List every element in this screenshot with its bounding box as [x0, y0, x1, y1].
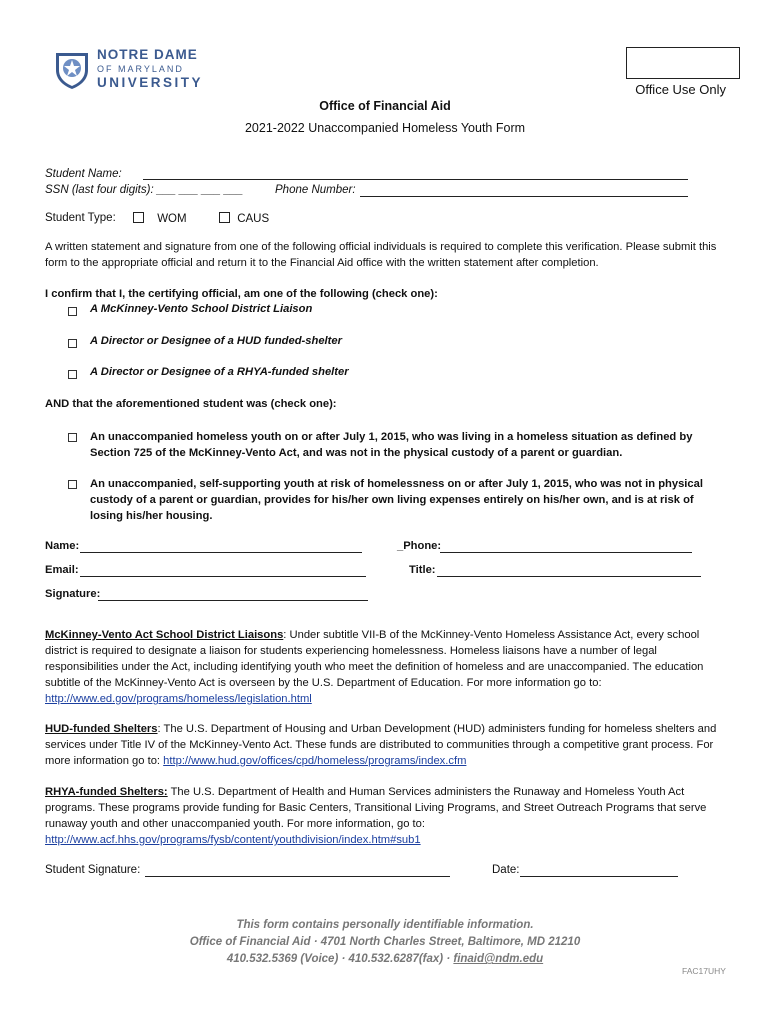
- student-type-caus[interactable]: [219, 212, 269, 225]
- official-phone-field[interactable]: [440, 552, 692, 553]
- official-signature-field[interactable]: [98, 600, 368, 601]
- ssn-field[interactable]: ___ ___ ___ ___: [156, 184, 244, 196]
- page-title: Office of Financial Aid: [319, 99, 451, 113]
- homeless-youth-option: An unaccompanied homeless youth on or after July 1, 2015, who was living in a homeless situation as defined by Section 725 of the McKinney-Vento Act, and was not in the physical custody of a parent or guardian.: [90, 431, 693, 459]
- official-email-field[interactable]: [80, 576, 366, 577]
- official-title-field[interactable]: [437, 576, 701, 577]
- rhya-link[interactable]: http://www.acf.hhs.gov/programs/fysb/content/youthdivision/index.htm#sub1: [45, 834, 421, 846]
- liaison-option: A McKinney-Vento School District Liaison: [90, 303, 313, 315]
- rhya-paragraph: [45, 784, 725, 848]
- logo-line-1: NOTRE DAME: [97, 47, 198, 62]
- intro-paragraph: A written statement and signature from one of the following official individuals is required to complete this verification. Please submit this form to the appropriate official and return it to the Financial Aid office with the written statement after completion.: [45, 241, 717, 269]
- hud-link[interactable]: http://www.hud.gov/offices/cpd/homeless/programs/index.cfm: [163, 755, 467, 767]
- university-seal-icon: [52, 50, 92, 90]
- rhya-checkbox[interactable]: [68, 370, 77, 379]
- caus-checkbox[interactable]: [219, 212, 230, 223]
- rhya-heading: RHYA-funded Shelters:: [45, 786, 168, 798]
- ssn-label: [45, 184, 243, 196]
- student-signature-label: Student Signature:: [45, 864, 141, 876]
- official-title-label: Title:: [409, 564, 436, 576]
- wom-checkbox[interactable]: [133, 212, 144, 223]
- hud-heading: HUD-funded Shelters: [45, 723, 158, 735]
- phone-number-label: Phone Number:: [275, 184, 356, 196]
- hud-paragraph: [45, 721, 725, 769]
- form-subtitle: 2021-2022 Unaccompanied Homeless Youth Form: [244, 121, 526, 135]
- footer-email-link[interactable]: finaid@ndm.edu: [453, 953, 544, 965]
- office-use-label: Office Use Only: [635, 82, 726, 97]
- student-type-label: Student Type:: [45, 212, 116, 224]
- date-label: Date:: [492, 864, 520, 876]
- student-signature-field[interactable]: [145, 876, 450, 877]
- hud-checkbox[interactable]: [68, 339, 77, 348]
- wom-label: WOM: [157, 213, 187, 225]
- logo-line-3: UNIVERSITY: [97, 74, 204, 90]
- at-risk-youth-checkbox[interactable]: [68, 480, 77, 489]
- student-status-heading: AND that the aforementioned student was (check one):: [45, 398, 337, 410]
- official-phone-label: _Phone:: [397, 540, 442, 552]
- homeless-youth-checkbox[interactable]: [68, 433, 77, 442]
- footer-notice: This form contains personally identifiable information.: [236, 919, 534, 931]
- university-logo: [97, 48, 203, 89]
- official-name-field[interactable]: [80, 552, 362, 553]
- hud-option: A Director or Designee of a HUD funded-shelter: [90, 335, 342, 347]
- date-field[interactable]: [520, 876, 678, 877]
- confirm-heading: I confirm that I, the certifying official, am one of the following (check one):: [45, 288, 438, 300]
- logo-line-2: OF MARYLAND: [97, 63, 184, 74]
- form-code: FAC17UHY: [682, 966, 726, 976]
- office-use-box: [626, 47, 740, 79]
- student-name-field[interactable]: [143, 179, 688, 180]
- footer-address: Office of Financial Aid · 4701 North Charles Street, Baltimore, MD 21210: [189, 936, 581, 948]
- student-type-wom[interactable]: [133, 212, 187, 225]
- caus-label: CAUS: [237, 213, 270, 225]
- hud-text: : The U.S. Department of Housing and Urban Development (HUD) administers funding for homeless shelters and services under Title IV of the McKinney-Vento Act. These funds are distributed to communities through a competitive grant process. For more information go to:: [45, 723, 717, 767]
- mckinney-vento-heading: McKinney-Vento Act School District Liaisons: [45, 629, 284, 641]
- rhya-text: The U.S. Department of Health and Human Services administers the Runaway and Homeless Youth Act programs. These programs provide funding for Basic Centers, Transitional Living Programs, and Street Outreach Programs that serve runaway youth and other unaccompanied youth. For more information, go to:: [45, 786, 707, 830]
- rhya-option: A Director or Designee of a RHYA-funded shelter: [90, 366, 349, 378]
- official-signature-label: Signature:: [45, 588, 101, 600]
- mckinney-vento-text: : Under subtitle VII-B of the McKinney-Vento Homeless Assistance Act, every school district is required to designate a liaison for students experiencing homelessness. Homeless liaisons have a number of legal responsibilities under the Act, including identifying youth who meet the definition of homeless and are unaccompanied. The education subtitle of the McKinney-Vento Act is overseen by the U.S. Department of Education. For more information go to:: [45, 629, 704, 689]
- liaison-checkbox[interactable]: [68, 307, 77, 316]
- footer-phone-fax: 410.532.5369 (Voice) · 410.532.6287(fax) ·: [226, 953, 454, 965]
- ssn-label-text: SSN (last four digits):: [45, 184, 154, 196]
- official-name-label: Name:: [45, 540, 80, 552]
- phone-number-field[interactable]: [360, 196, 688, 197]
- mckinney-vento-link[interactable]: http://www.ed.gov/programs/homeless/legislation.html: [45, 693, 312, 705]
- student-name-label: Student Name:: [45, 168, 122, 180]
- at-risk-youth-option: An unaccompanied, self-supporting youth at risk of homelessness on or after July 1, 2015, who was not in physical custody of a parent or guardian, provides for his/her own living expenses entirely on his/her own, and is at risk of losing his/her housing.: [90, 478, 703, 522]
- mckinney-vento-paragraph: [45, 627, 725, 707]
- footer-contact: [0, 951, 770, 968]
- official-email-label: Email:: [45, 564, 79, 576]
